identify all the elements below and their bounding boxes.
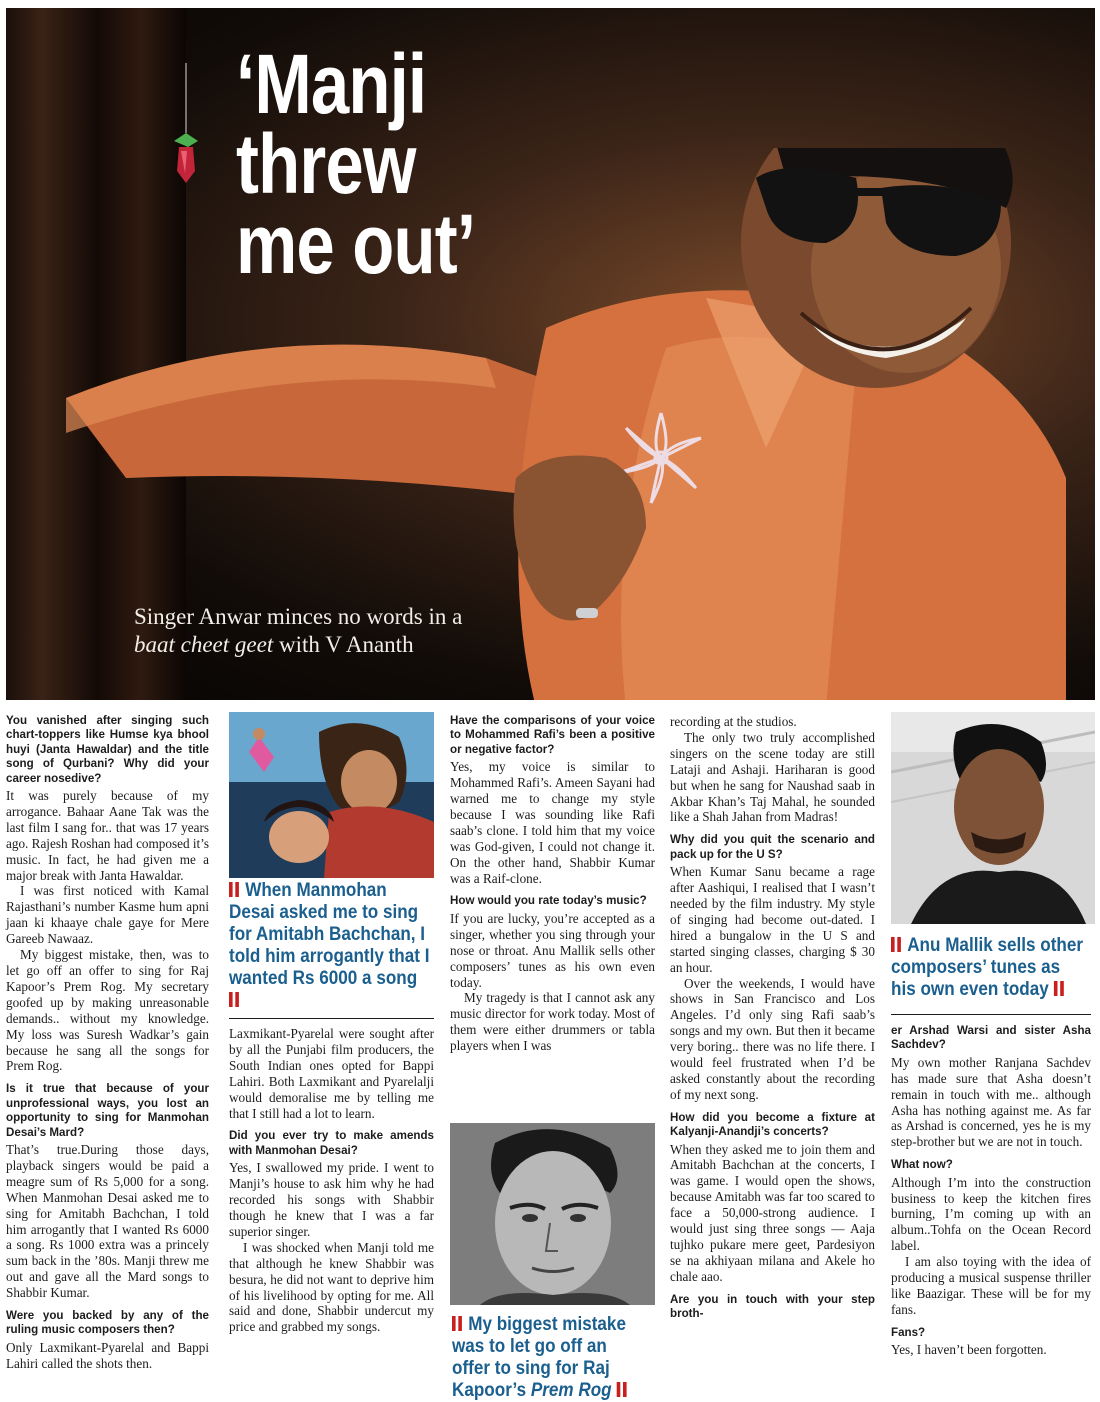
headline-line-2: threw [236, 117, 416, 211]
deck [134, 603, 462, 659]
answer-paragraph: My tragedy is that I cannot ask any music director for work today. Most of them were either drummers or tabla players when I was [450, 990, 655, 1054]
answer-paragraph: When they asked me to join them and Amitabh Bachchan at the concerts, I was game. I would open the shows, because Amitabh was far too scared to face a 50,000-strong audience. I would just sing three songs — Aaja tujhko pukare mere geet, Pardesiyon se na akhiyaan milana and Akele ho chale aao. [670, 1141, 875, 1284]
pull-quote-1 [229, 880, 432, 1012]
answer-paragraph: I was first noticed with Kamal Rajasthani’s number Kasme hum apni jaan ki khaaye chale gaye for Mere Gareeb Nawaaz. [6, 883, 209, 947]
interview-question: Did you ever try to make amends with Manmohan Desai? [229, 1129, 434, 1157]
answer-paragraph: My own mother Ranjana Sachdev has made sure that Asha doesn’t remain in touch with me.. although Asha has nothing against me. As far as Arshad is concerned, yes he is my step-brother but we are not in touch. [891, 1054, 1091, 1150]
pull-quote-2-italic: Prem Rog [530, 1380, 612, 1401]
quote-bars-icon [229, 882, 242, 897]
headline-line-1: ‘Manji [236, 37, 427, 131]
headline [236, 37, 476, 291]
pull-quote-3 [891, 935, 1085, 1001]
answer-paragraph: That’s true.During those days, playback singers would be paid a meagre sum of Rs 5,000 for a song. When Manmohan Desai asked me to sing for Amitabh Bachchan, I told him arrogantly that I wanted Rs 6000 a song. Rs 1000 extra was a princely sum back in the ’80s. Manji threw me out and gave all the Mard songs to Shabbir Kumar. [6, 1141, 209, 1301]
pull-quote-1-text: When Manmohan Desai asked me to sing for Amitabh Bachchan, I told him arrogantly that I wanted Rs 6000 a song [229, 880, 430, 989]
interview-question: How would you rate today’s music? [450, 894, 647, 908]
interview-question: er Arshad Warsi and sister Asha Sachdev? [891, 1024, 1091, 1052]
answer-paragraph: recording at the studios. [670, 714, 797, 729]
divider [229, 1018, 434, 1019]
deck-pre: Singer Anwar minces no words in a [134, 604, 463, 629]
answer-paragraph: It was purely because of my arrogance. Bahaar Aane Tak was the last film I sang for.. that was 17 years ago. Rajesh Roshan had composed it’s music. In fact, he had given me a major break with Janta Hawaldar. [6, 788, 209, 883]
interview-question: You vanished after singing such chart-toppers like Humse kya bhool huyi (Janta Hawaldar) and the title song of Qurbani? Why did your career nosedive? [6, 714, 209, 785]
quote-bars-icon [1053, 981, 1066, 996]
headline-line-3: me out’ [236, 197, 476, 291]
answer-paragraph: Only Laxmikant-Pyarelal and Bappi Lahiri called the shots then. [6, 1339, 209, 1371]
pull-quote-2-text: My biggest mistake was to let go off an offer to sing for Raj Kapoor’s [452, 1314, 626, 1401]
article-column-4 [670, 714, 875, 1324]
article-column-1 [6, 714, 209, 1372]
answer-paragraph: Yes, my voice is similar to Mohammed Rafi’s. Ameen Sayani had warned me to change my style because I was sounding like Rafi saab’s clone. I told him that my voice was God-given, I could not change it. On the other hand, Shabbir Kumar was a Raif-clone. [450, 759, 655, 886]
answer-paragraph: Laxmikant-Pyarelal were sought after by all the Punjabi film producers, the South Indian ones opted for Bappi Lahiri. Both Laxmikant and Pyarelalji would demoralise me by telling me that I still had a lot to learn. [229, 1026, 434, 1121]
anu-malik-photo [891, 712, 1095, 924]
article-column-3 [450, 714, 655, 1054]
deck-post: with V Ananth [273, 632, 414, 657]
interview-question: Have the comparisons of your voice to Mohammed Rafi’s been a positive or negative factor? [450, 714, 655, 756]
interview-question: Fans? [891, 1325, 926, 1339]
answer-paragraph: Although I’m into the construction business to keep the kitchen fires burning, I’m coming up with an album..Tohfa on the Ocean Record label. [891, 1174, 1091, 1254]
deck-italic: baat cheet geet [134, 632, 274, 657]
article-column-5 [891, 1024, 1091, 1358]
answer-paragraph: When Kumar Sanu became a rage after Aashiqui, I realised that I wasn’t needed by the film industry. My style of singing had become out-dated. I hired a bungalow in the U S and started singing classes, charging $ 30 an hour. [670, 864, 875, 975]
hanging-ornament-icon [171, 63, 201, 193]
article-column-2 [229, 1026, 434, 1335]
divider [891, 1014, 1091, 1015]
quote-bars-icon [452, 1316, 465, 1331]
quote-bars-icon [616, 1382, 629, 1397]
interview-question: Are you in touch with your step broth- [670, 1292, 875, 1321]
answer-paragraph: Yes, I haven’t been forgotten. [891, 1342, 1047, 1358]
pull-quote-3-text: Anu Mallik sells other composers’ tunes as his own even today [891, 935, 1083, 1000]
answer-paragraph: I am also toying with the idea of producing a musical suspense thriller like Baazigar. These will be for my fans. [891, 1254, 1091, 1317]
interview-question: Is it true that because of your unprofessional ways, you lost an opportunity to sing for Manmohan Desai’s Mard? [6, 1082, 209, 1139]
answer-paragraph: I was shocked when Manji told me that although he knew Shabbir was besura, he did not want to deprive him of his livelihood by opting for me. All said and done, Shabbir undercut my price and grabbed my songs. [229, 1239, 434, 1335]
hero-photo [6, 8, 1095, 700]
interview-question: Why did you quit the scenario and pack up for the U S? [670, 833, 875, 861]
raj-kapoor-photo [450, 1123, 655, 1305]
answer-paragraph: Yes, I swallowed my pride. I went to Manji’s house to ask him why he had recorded his songs with Shabbir though he knew that I was a far superior singer. [229, 1160, 434, 1239]
interview-question: How did you become a fixture at Kalyanji-Anandji’s concerts? [670, 1110, 875, 1139]
answer-paragraph: Over the weekends, I would have shows in San Francisco and Los Angeles. I’d only sing Rafi saab’s songs and my own. But then it became very boring.. there was no life there. I would feel frustrated when I’d be asked constantly about the recording of my next song. [670, 975, 875, 1102]
interview-question: Were you backed by any of the ruling music composers then? [6, 1309, 209, 1337]
film-still-photo [229, 712, 434, 878]
quote-bars-icon [229, 992, 242, 1007]
interview-question: What now? [891, 1158, 953, 1172]
answer-paragraph: If you are lucky, you’re accepted as a singer, whether you sing through your nose or throat. Anu Mallik sells other composers’ tunes as his own even today. [450, 910, 655, 990]
answer-paragraph: The only two truly accomplished singers on the scene today are still Lataji and Ashaji. Hariharan is good but when he sang for Naushad saab in Akbar Khan’s Taj Mahal, he sounded like a Shah Jahan from Madras! [670, 729, 875, 825]
answer-paragraph: My biggest mistake, then, was to let go off an offer to sing for Raj Kapoor’s Prem Rog. My secretary goofed up by making unreasonable demands.. without my knowledge. My loss was Suresh Wadkar’s gain because he sang all the songs for Prem Rog. [6, 947, 209, 1074]
pull-quote-2 [452, 1314, 641, 1402]
quote-bars-icon [891, 937, 904, 952]
